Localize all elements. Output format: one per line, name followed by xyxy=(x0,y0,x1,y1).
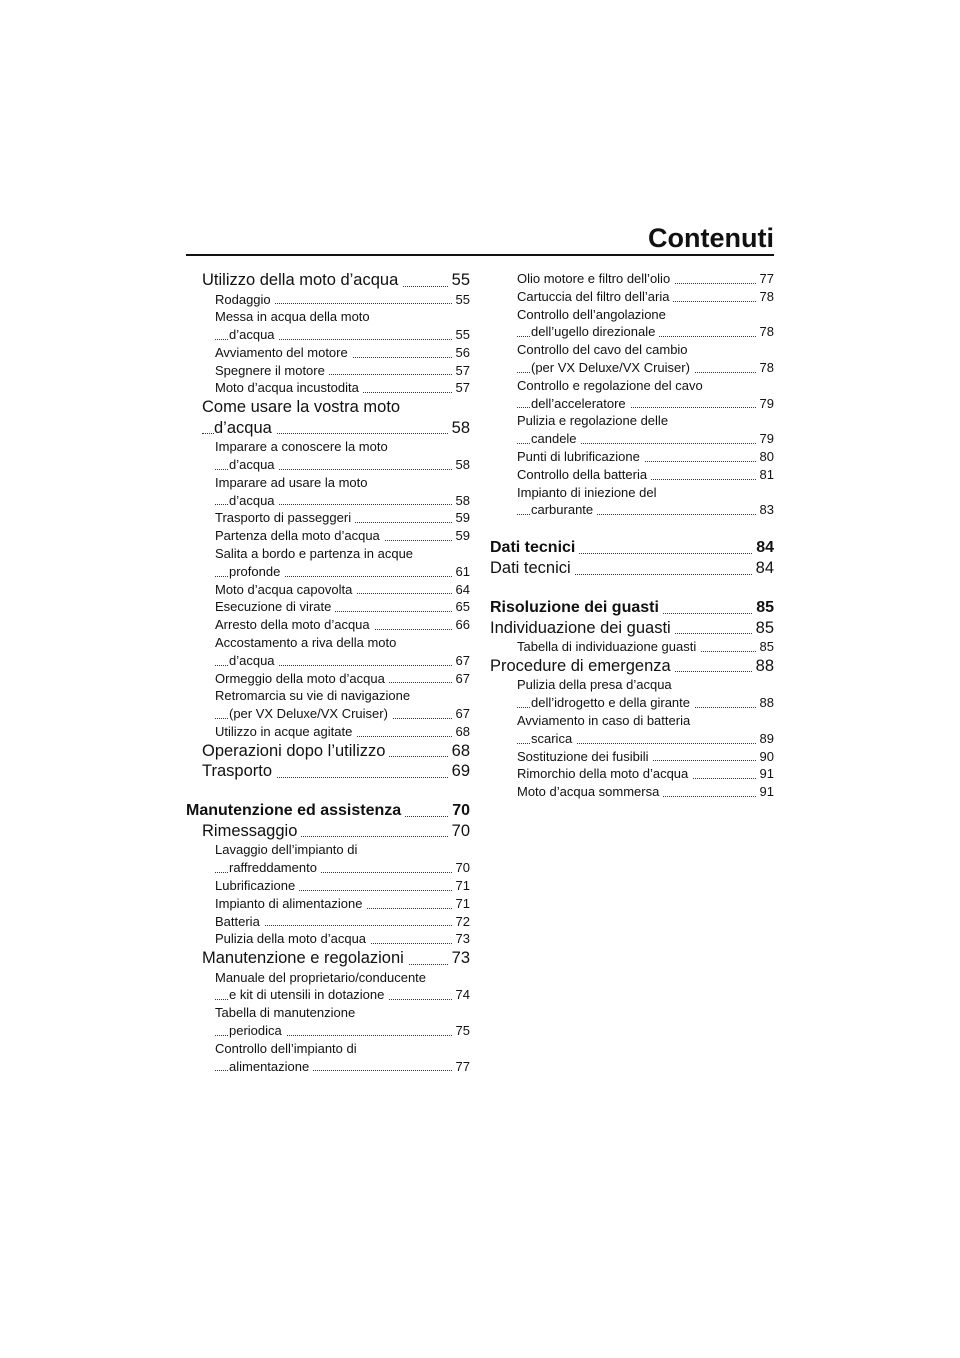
toc-entry-title-line: (per VX Deluxe/VX Cruiser) xyxy=(229,705,392,723)
toc-page-number: 72 xyxy=(452,913,470,931)
toc-page-number: 66 xyxy=(452,616,470,634)
toc-page-number: 59 xyxy=(452,527,470,545)
toc-page-number: 70 xyxy=(452,859,470,877)
toc-entry-title-line: candele xyxy=(531,430,581,448)
toc-entry-title-line: Manutenzione ed assistenza xyxy=(186,800,405,821)
toc-entry-title-line: Dati tecnici xyxy=(490,537,579,558)
toc-entry-title-line: (per VX Deluxe/VX Cruiser) xyxy=(531,359,694,377)
toc-entry-title-line: Avviamento del motore xyxy=(215,344,352,362)
toc-entry-title-line: Controllo dell’angolazione xyxy=(517,306,666,322)
toc-entry[interactable] xyxy=(186,841,470,877)
toc-entry-title-line: Ormeggio della moto d’acqua xyxy=(215,670,389,688)
toc-entry-title-line: Olio motore e filtro dell’olio xyxy=(517,270,674,288)
toc-entry[interactable] xyxy=(186,634,470,670)
title-rule xyxy=(186,254,774,256)
toc-entry[interactable] xyxy=(186,291,470,309)
toc-entry-title-line: Utilizzo della moto d’acqua xyxy=(202,270,402,291)
toc-page-number: 67 xyxy=(452,652,470,670)
toc-entry[interactable] xyxy=(186,1040,470,1076)
toc-entry[interactable] xyxy=(490,288,774,306)
toc-page-number: 88 xyxy=(756,694,774,712)
toc-page-number: 65 xyxy=(452,598,470,616)
toc-page-number: 56 xyxy=(452,344,470,362)
toc-page-number: 91 xyxy=(756,765,774,783)
toc-page-number: 75 xyxy=(452,1022,470,1040)
toc-entry-title-line: Moto d’acqua incustodita xyxy=(215,379,363,397)
toc-page-number: 90 xyxy=(756,748,774,766)
toc-entry[interactable] xyxy=(186,761,470,782)
toc-entry[interactable] xyxy=(186,344,470,362)
toc-entry[interactable] xyxy=(490,765,774,783)
toc-entry[interactable] xyxy=(490,656,774,677)
toc-entry-title-line: Controllo del cavo del cambio xyxy=(517,342,688,358)
toc-entry[interactable] xyxy=(490,712,774,748)
toc-page-number: 55 xyxy=(448,270,470,291)
toc-entry-title-line: carburante xyxy=(531,501,597,519)
toc-entry[interactable] xyxy=(186,397,470,438)
toc-page-number: 84 xyxy=(752,537,774,558)
toc-entry-title-line: Pulizia della moto d’acqua xyxy=(215,930,370,948)
toc-entry[interactable] xyxy=(186,969,470,1005)
toc-entry-title-line: d’acqua xyxy=(214,418,276,439)
toc-page-number: 85 xyxy=(752,618,774,639)
toc-entry-title-line: e kit di utensili in dotazione xyxy=(229,986,388,1004)
toc-entry[interactable] xyxy=(186,670,470,688)
toc-page-number: 79 xyxy=(756,430,774,448)
toc-entry-title-line: Dati tecnici xyxy=(490,558,575,579)
toc-entry-title-line: Trasporto di passeggeri xyxy=(215,509,355,527)
toc-page-number: 58 xyxy=(448,418,470,439)
toc-entry[interactable] xyxy=(186,877,470,895)
toc-entry-title-line: Moto d’acqua capovolta xyxy=(215,581,356,599)
toc-entry-title-line: alimentazione xyxy=(229,1058,313,1076)
toc-entry-title-line: Cartuccia del filtro dell’aria xyxy=(517,288,673,306)
toc-entry-title-line: Controllo della batteria xyxy=(517,466,651,484)
toc-entry[interactable] xyxy=(186,474,470,510)
toc-page-number: 89 xyxy=(756,730,774,748)
toc-entry[interactable] xyxy=(186,438,470,474)
toc-page-number: 64 xyxy=(452,581,470,599)
toc-entry-title-line: Messa in acqua della moto xyxy=(215,309,370,325)
toc-entry-title-line: Pulizia e regolazione delle xyxy=(517,413,669,429)
toc-page-number: 73 xyxy=(452,930,470,948)
toc-entry[interactable] xyxy=(490,676,774,712)
toc-entry[interactable] xyxy=(186,270,470,291)
toc-entry[interactable] xyxy=(490,558,774,579)
toc-entry[interactable] xyxy=(186,895,470,913)
toc-entry[interactable] xyxy=(186,723,470,741)
toc-entry[interactable] xyxy=(186,913,470,931)
toc-page-number: 55 xyxy=(452,326,470,344)
toc-entry[interactable] xyxy=(490,618,774,639)
toc-column-right xyxy=(490,270,774,801)
toc-entry[interactable] xyxy=(186,1004,470,1040)
toc-page-number: 78 xyxy=(756,359,774,377)
toc-entry-title-line: Imparare a conoscere la moto xyxy=(215,439,388,455)
toc-entry[interactable] xyxy=(186,930,470,948)
toc-entry[interactable] xyxy=(186,581,470,599)
toc-entry[interactable] xyxy=(186,821,470,842)
toc-page-number: 59 xyxy=(452,509,470,527)
toc-entry[interactable] xyxy=(490,306,774,342)
toc-entry[interactable] xyxy=(186,308,470,344)
toc-page-number: 91 xyxy=(756,783,774,801)
toc-entry-title-line: Manutenzione e regolazioni xyxy=(202,948,408,969)
toc-page-number: 70 xyxy=(448,800,470,821)
toc-page-number: 55 xyxy=(452,291,470,309)
toc-entry-title-line: Sostituzione dei fusibili xyxy=(517,748,653,766)
toc-page-number: 77 xyxy=(756,270,774,288)
toc-page-number: 69 xyxy=(448,761,470,782)
toc-page-number: 68 xyxy=(452,723,470,741)
toc-page-number: 71 xyxy=(452,895,470,913)
toc-entry-title-line: Procedure di emergenza xyxy=(490,656,675,677)
toc-entry-title-line: Risoluzione dei guasti xyxy=(490,597,663,618)
toc-entry-title-line: Rodaggio xyxy=(215,291,275,309)
toc-entry-title-line: Individuazione dei guasti xyxy=(490,618,675,639)
toc-page-number: 61 xyxy=(452,563,470,581)
toc-page-number: 80 xyxy=(756,448,774,466)
toc-entry-title-line: d’acqua xyxy=(229,652,279,670)
toc-page-number: 85 xyxy=(752,597,774,618)
toc-entry-title-line: Impianto di iniezione del xyxy=(517,484,657,500)
toc-page-number: 73 xyxy=(448,948,470,969)
toc-page-number: 58 xyxy=(452,456,470,474)
toc-page-number: 67 xyxy=(452,670,470,688)
toc-entry-title-line: Tabella di individuazione guasti xyxy=(517,638,700,656)
toc-entry-title-line: d’acqua xyxy=(229,326,279,344)
toc-entry-title-line: Trasporto xyxy=(202,761,276,782)
toc-page-number: 74 xyxy=(452,986,470,1004)
toc-entry-title-line: Imparare ad usare la moto xyxy=(215,474,368,490)
toc-entry-title-line: Utilizzo in acque agitate xyxy=(215,723,356,741)
toc-entry[interactable] xyxy=(186,598,470,616)
toc-entry-title-line: Punti di lubrificazione xyxy=(517,448,644,466)
toc-entry[interactable] xyxy=(490,748,774,766)
toc-entry[interactable] xyxy=(490,412,774,448)
toc-page-number: 57 xyxy=(452,379,470,397)
toc-page-number: 79 xyxy=(756,395,774,413)
toc-entry-title-line: raffreddamento xyxy=(229,859,321,877)
toc-entry[interactable] xyxy=(186,800,470,821)
toc-entry-title-line: Moto d’acqua sommersa xyxy=(517,783,663,801)
toc-entry[interactable] xyxy=(186,362,470,380)
toc-entry[interactable] xyxy=(490,377,774,413)
toc-entry-title-line: Arresto della moto d’acqua xyxy=(215,616,374,634)
toc-entry[interactable] xyxy=(490,638,774,656)
toc-entry-title-line: profonde xyxy=(229,563,284,581)
toc-page-number: 70 xyxy=(448,821,470,842)
toc-entry-title-line: Esecuzione di virate xyxy=(215,598,335,616)
toc-entry[interactable] xyxy=(186,545,470,581)
toc-entry-title-line: Manuale del proprietario/conducente xyxy=(215,969,427,985)
toc-entry-title-line: d’acqua xyxy=(229,492,279,510)
toc-page-number: 78 xyxy=(756,323,774,341)
toc-entry-title-line: dell’ugello direzionale xyxy=(531,323,659,341)
page-title: Contenuti xyxy=(648,223,774,253)
toc-page-number: 68 xyxy=(448,741,470,762)
toc-entry[interactable] xyxy=(186,509,470,527)
toc-entry-title-line: Controllo dell’impianto di xyxy=(215,1040,357,1056)
toc-entry-title-line: Accostamento a riva della moto xyxy=(215,635,397,651)
toc-page-number: 71 xyxy=(452,877,470,895)
toc-entry-title-line: Spegnere il motore xyxy=(215,362,329,380)
toc-entry-title-line: Lavaggio dell’impianto di xyxy=(215,842,358,858)
toc-page-number: 83 xyxy=(756,501,774,519)
toc-entry-title-line: Pulizia della presa d’acqua xyxy=(517,677,672,693)
toc-entry-title-line: d’acqua xyxy=(229,456,279,474)
toc-entry[interactable] xyxy=(186,527,470,545)
toc-page-number: 78 xyxy=(756,288,774,306)
toc-page-number: 58 xyxy=(452,492,470,510)
toc-entry[interactable] xyxy=(490,783,774,801)
toc-entry-title-line: Come usare la vostra moto xyxy=(202,398,401,417)
toc-entry[interactable] xyxy=(490,466,774,484)
toc-entry-title-line: Salita a bordo e partenza in acque xyxy=(215,546,414,562)
toc-entry-title-line: periodica xyxy=(229,1022,286,1040)
toc-page-number: 67 xyxy=(452,705,470,723)
toc-entry[interactable] xyxy=(186,741,470,762)
toc-entry-title-line: Tabella di manutenzione xyxy=(215,1005,356,1021)
toc-entry[interactable] xyxy=(186,616,470,634)
toc-page-number: 88 xyxy=(752,656,774,677)
toc-column-left xyxy=(186,270,470,1075)
toc-entry-title-line: dell’acceleratore xyxy=(531,395,630,413)
toc-entry-title-line: Lubrificazione xyxy=(215,877,299,895)
toc-page-number: 77 xyxy=(452,1058,470,1076)
toc-page-number: 85 xyxy=(756,638,774,656)
toc-entry[interactable] xyxy=(490,484,774,520)
toc-entry-title-line: Operazioni dopo l’utilizzo xyxy=(202,741,389,762)
toc-entry[interactable] xyxy=(490,448,774,466)
toc-entry-title-line: Impianto di alimentazione xyxy=(215,895,366,913)
toc-entry-title-line: scarica xyxy=(531,730,576,748)
toc-page-number: 81 xyxy=(756,466,774,484)
toc-entry[interactable] xyxy=(490,597,774,618)
toc-entry-title-line: Rimorchio della moto d’acqua xyxy=(517,765,692,783)
toc-page-number: 84 xyxy=(752,558,774,579)
toc-entry[interactable] xyxy=(186,379,470,397)
toc-entry[interactable] xyxy=(490,537,774,558)
toc-entry-title-line: Retromarcia su vie di navigazione xyxy=(215,688,411,704)
toc-entry-title-line: Controllo e regolazione del cavo xyxy=(517,377,703,393)
toc-entry-title-line: Rimessaggio xyxy=(202,821,301,842)
toc-entry[interactable] xyxy=(186,687,470,723)
toc-entry[interactable] xyxy=(490,270,774,288)
toc-entry-title-line: Batteria xyxy=(215,913,264,931)
toc-entry[interactable] xyxy=(490,341,774,377)
toc-page-number: 57 xyxy=(452,362,470,380)
toc-entry-title-line: Partenza della moto d’acqua xyxy=(215,527,384,545)
toc-entry-title-line: Avviamento in caso di batteria xyxy=(517,713,691,729)
toc-entry[interactable] xyxy=(186,948,470,969)
toc-entry-title-line: dell’idrogetto e della girante xyxy=(531,694,694,712)
